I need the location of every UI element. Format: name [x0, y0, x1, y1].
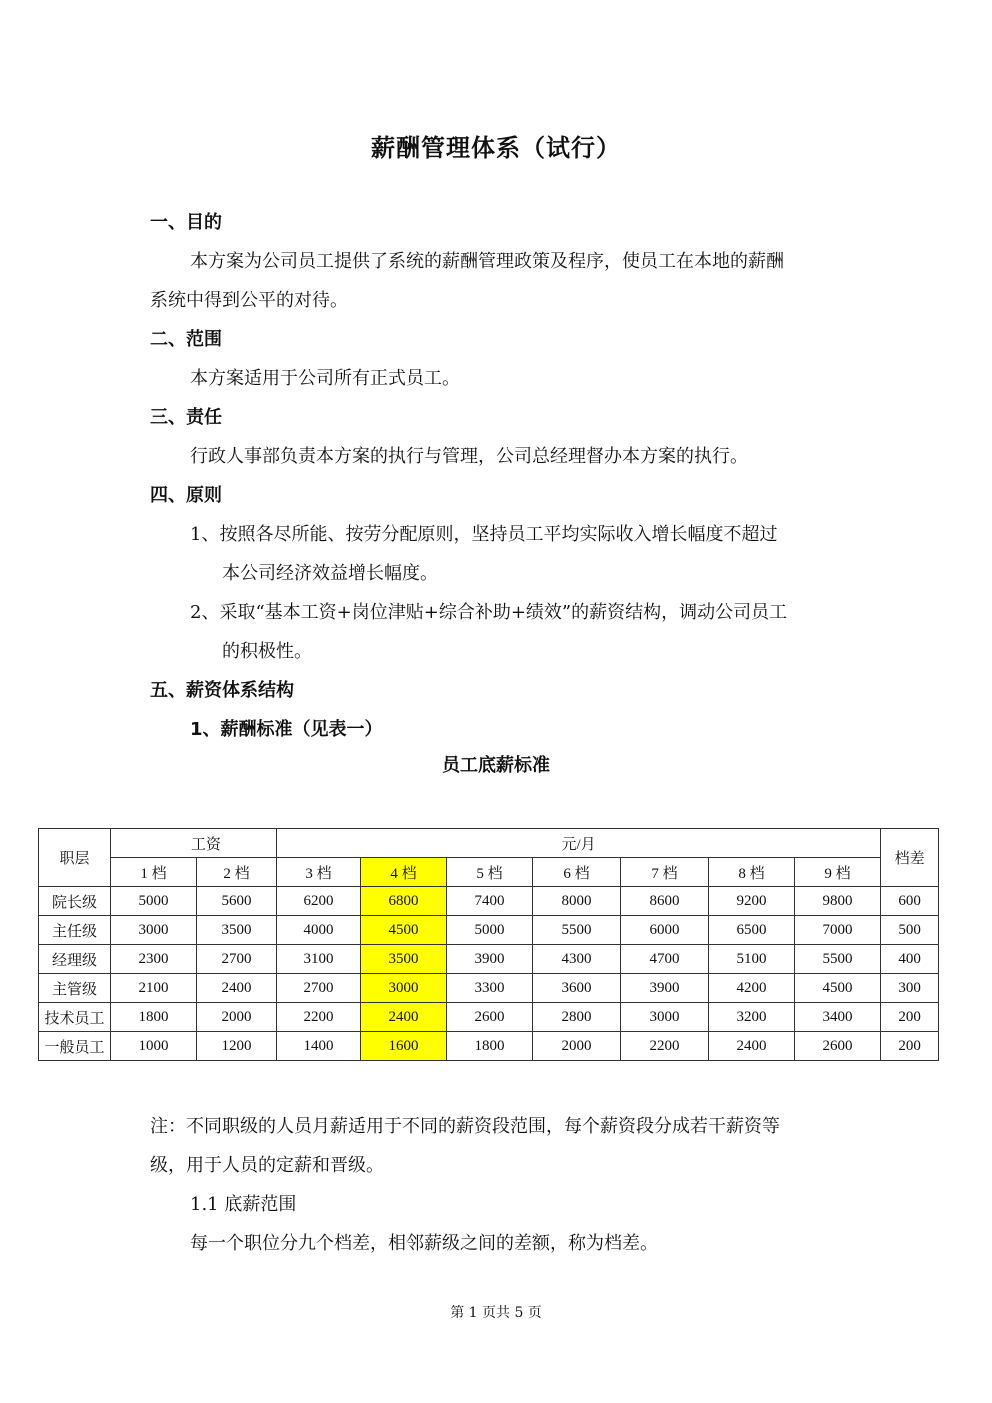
salary-cell: 6800: [361, 887, 447, 916]
salary-cell: 5600: [197, 887, 277, 916]
salary-cell: 2400: [197, 974, 277, 1003]
salary-cell: 7400: [447, 887, 533, 916]
table-header-row: [39, 829, 939, 858]
salary-cell: 6000: [621, 916, 709, 945]
salary-cell: 2200: [277, 1003, 361, 1032]
salary-cell: 3000: [361, 974, 447, 1003]
section-structure-heading: 五、薪资体系结构: [150, 680, 294, 701]
grade-header-9: 9 档: [795, 858, 881, 887]
salary-cell: 2300: [111, 945, 197, 974]
salary-cell: 8000: [533, 887, 621, 916]
salary-cell: 3600: [533, 974, 621, 1003]
header-grade-diff: 档差: [881, 829, 939, 887]
salary-cell: 1400: [277, 1032, 361, 1061]
salary-cell: 1800: [111, 1003, 197, 1032]
salary-cell: 2000: [533, 1032, 621, 1061]
salary-table: [38, 828, 939, 1061]
salary-cell: 3200: [709, 1003, 795, 1032]
grade-header-1: 1 档: [111, 858, 197, 887]
table-row: [39, 974, 939, 1003]
grade-header-2: 2 档: [197, 858, 277, 887]
salary-cell: 4500: [795, 974, 881, 1003]
salary-cell: 9800: [795, 887, 881, 916]
salary-cell: 1800: [447, 1032, 533, 1061]
note-line2: 级，用于人员的定薪和晋级。: [150, 1155, 384, 1176]
rank-cell: 技术员工: [39, 1003, 111, 1032]
salary-cell: 1200: [197, 1032, 277, 1061]
salary-cell: 3500: [361, 945, 447, 974]
table-caption: 员工底薪标准: [442, 755, 550, 776]
principle-2-line1: 2、采取“基本工资+岗位津贴+综合补助+绩效”的薪资结构，调动公司员工: [190, 602, 788, 623]
salary-cell: 7000: [795, 916, 881, 945]
principle-1-line2: 本公司经济效益增长幅度。: [222, 563, 438, 584]
salary-cell: 2100: [111, 974, 197, 1003]
salary-cell: 4000: [277, 916, 361, 945]
grade-header-6: 6 档: [533, 858, 621, 887]
grade-header-4: 4 档: [361, 858, 447, 887]
rank-cell: 一般员工: [39, 1032, 111, 1061]
page-footer: 第 1 页共 5 页: [450, 1305, 542, 1321]
salary-cell: 3400: [795, 1003, 881, 1032]
table-row: [39, 1032, 939, 1061]
table-row: [39, 1003, 939, 1032]
subsection-salary-standard: 1、薪酬标准（见表一）: [190, 719, 383, 740]
salary-cell: 1600: [361, 1032, 447, 1061]
section-responsibility-heading: 三、责任: [150, 407, 222, 428]
salary-cell: 4300: [533, 945, 621, 974]
salary-cell: 1000: [111, 1032, 197, 1061]
grade-diff-cell: 500: [881, 916, 939, 945]
document-title: 薪酬管理体系（试行）: [371, 134, 621, 162]
salary-cell: 5100: [709, 945, 795, 974]
salary-cell: 2600: [795, 1032, 881, 1061]
salary-cell: 8600: [621, 887, 709, 916]
table-grade-row: [39, 858, 939, 887]
subsection-1-1-heading: 1.1 底薪范围: [190, 1194, 297, 1215]
rank-cell: 院长级: [39, 887, 111, 916]
rank-cell: 主任级: [39, 916, 111, 945]
salary-cell: 3900: [621, 974, 709, 1003]
rank-cell: 主管级: [39, 974, 111, 1003]
salary-cell: 3300: [447, 974, 533, 1003]
header-wage: 工资: [111, 829, 277, 858]
salary-cell: 2700: [197, 945, 277, 974]
header-unit: 元/月: [277, 829, 881, 858]
section-scope-text: 本方案适用于公司所有正式员工。: [190, 368, 460, 389]
salary-cell: 4700: [621, 945, 709, 974]
salary-cell: 3100: [277, 945, 361, 974]
grade-diff-cell: 200: [881, 1003, 939, 1032]
salary-cell: 4200: [709, 974, 795, 1003]
grade-diff-cell: 400: [881, 945, 939, 974]
table-row: [39, 916, 939, 945]
salary-cell: 5500: [533, 916, 621, 945]
principle-1-line1: 1、按照各尽所能、按劳分配原则，坚持员工平均实际收入增长幅度不超过: [190, 524, 778, 545]
grade-header-3: 3 档: [277, 858, 361, 887]
salary-cell: 5000: [111, 887, 197, 916]
salary-cell: 2600: [447, 1003, 533, 1032]
salary-cell: 3000: [111, 916, 197, 945]
salary-cell: 6200: [277, 887, 361, 916]
note-line1: 注：不同职级的人员月薪适用于不同的薪资段范围，每个薪资段分成若干薪资等: [150, 1116, 780, 1137]
table-row: [39, 887, 939, 916]
grade-diff-cell: 200: [881, 1032, 939, 1061]
salary-cell: 5000: [447, 916, 533, 945]
grade-diff-cell: 300: [881, 974, 939, 1003]
rank-cell: 经理级: [39, 945, 111, 974]
salary-cell: 9200: [709, 887, 795, 916]
salary-cell: 2200: [621, 1032, 709, 1061]
salary-cell: 5500: [795, 945, 881, 974]
salary-cell: 2400: [361, 1003, 447, 1032]
subsection-1-1-text: 每一个职位分九个档差，相邻薪级之间的差额，称为档差。: [190, 1233, 658, 1254]
salary-cell: 2700: [277, 974, 361, 1003]
salary-cell: 6500: [709, 916, 795, 945]
salary-cell: 2000: [197, 1003, 277, 1032]
grade-header-7: 7 档: [621, 858, 709, 887]
section-principles-heading: 四、原则: [150, 485, 222, 506]
grade-header-5: 5 档: [447, 858, 533, 887]
header-rank: 职层: [39, 829, 111, 887]
salary-cell: 3900: [447, 945, 533, 974]
salary-cell: 3000: [621, 1003, 709, 1032]
salary-cell: 3500: [197, 916, 277, 945]
table-row: [39, 945, 939, 974]
principle-2-line2: 的积极性。: [222, 641, 312, 662]
section-scope-heading: 二、范围: [150, 329, 222, 350]
grade-diff-cell: 600: [881, 887, 939, 916]
salary-cell: 2800: [533, 1003, 621, 1032]
salary-cell: 2400: [709, 1032, 795, 1061]
salary-cell: 4500: [361, 916, 447, 945]
section-purpose-text-line1: 本方案为公司员工提供了系统的薪酬管理政策及程序，使员工在本地的薪酬: [190, 251, 784, 272]
section-purpose-heading: 一、目的: [150, 212, 222, 233]
section-purpose-text-line2: 系统中得到公平的对待。: [150, 290, 348, 311]
section-responsibility-text: 行政人事部负责本方案的执行与管理，公司总经理督办本方案的执行。: [190, 446, 748, 467]
grade-header-8: 8 档: [709, 858, 795, 887]
